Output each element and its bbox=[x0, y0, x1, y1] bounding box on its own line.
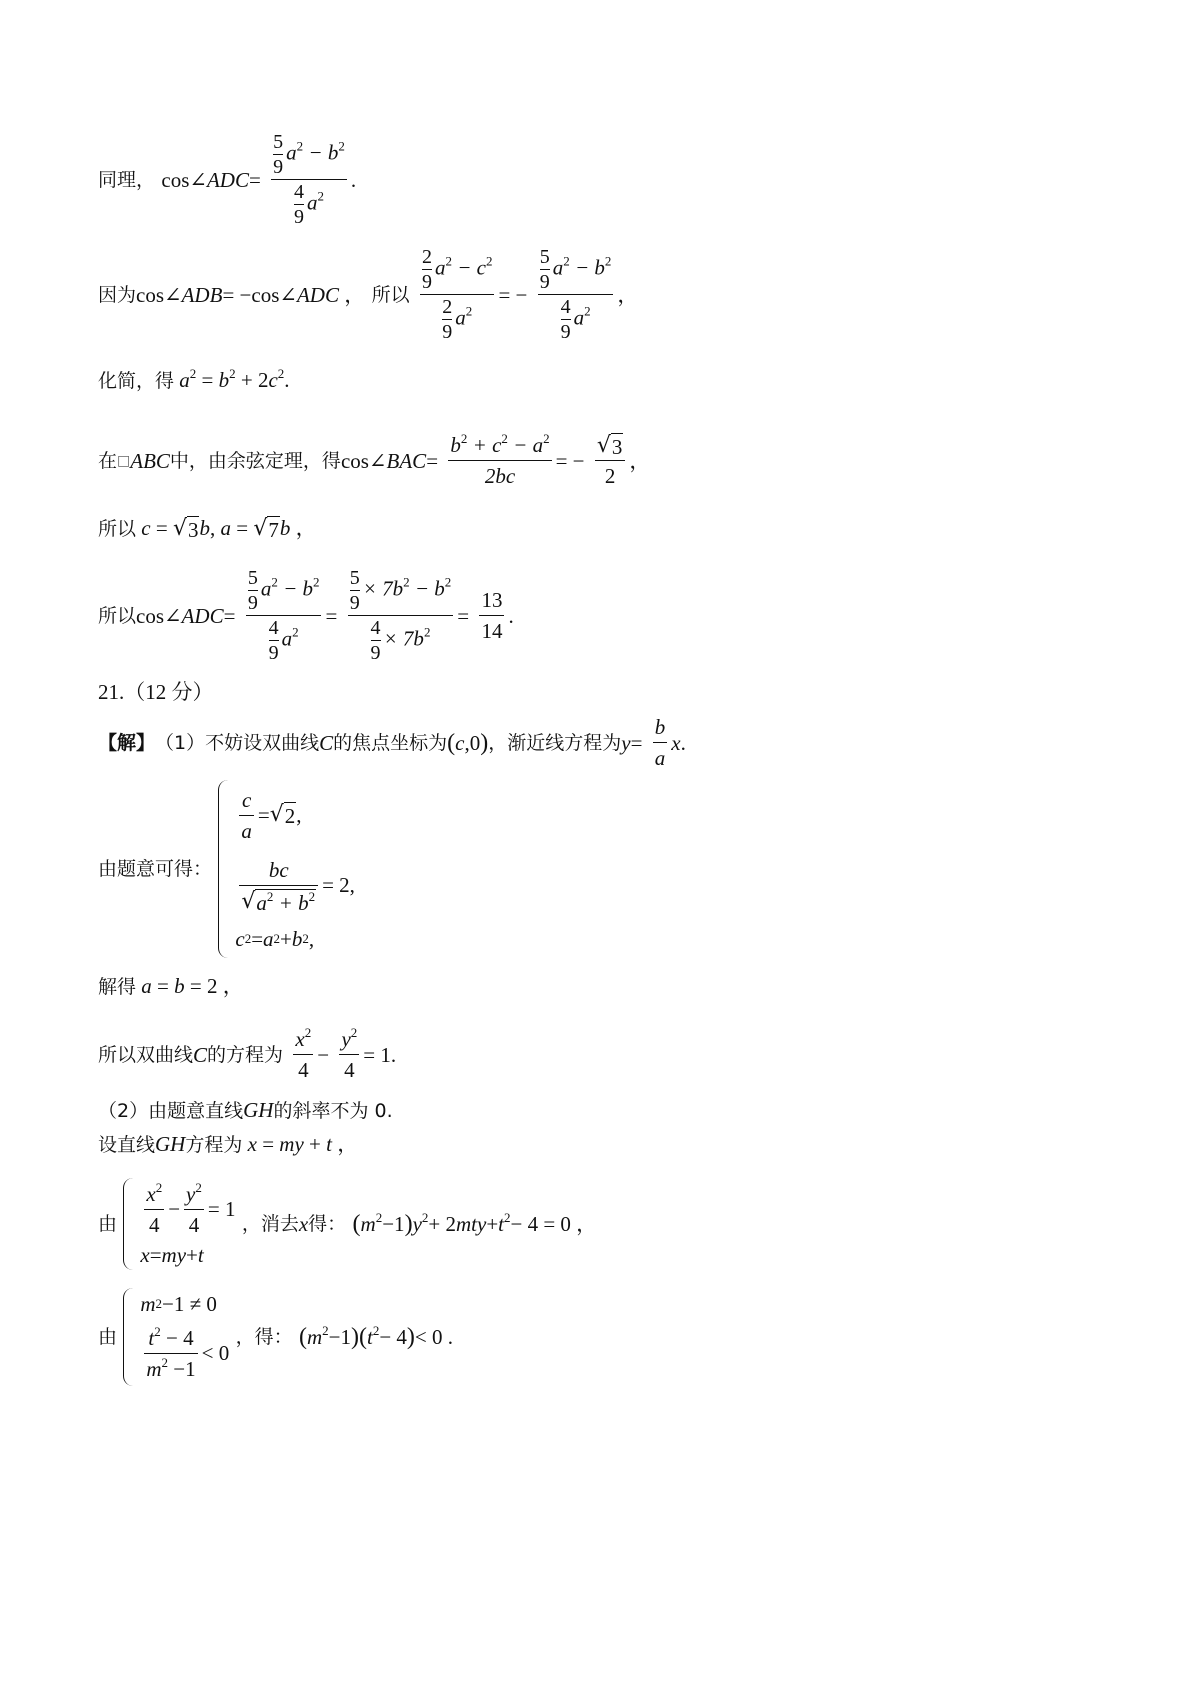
equation-system-1: $\frac{c}{a}$ = √ 2 , bc √ $a^2 + b^2$ = 2, c 2 = a 2 + b 2 , bbox=[218, 780, 355, 958]
line-c-and-a: 所以 c = √ 3 b, a = √ 7 b ， bbox=[98, 516, 317, 542]
line-solve: 解得 a = b = 2 ， bbox=[98, 974, 244, 998]
fraction-sqrt3-over-2: √ 3 2 bbox=[595, 430, 626, 491]
line-set-gh: 设直线GH方程为 x = my + t ， bbox=[98, 1132, 359, 1156]
line-simplify: 化简，得 $a^2 = b^2 + 2c^2$. bbox=[98, 366, 290, 392]
line-inequality: 由 m 2 −1 ≠ 0 $\frac{t^2 - 4}{m^2 -1}$ < 0 ，得： $(m^2-1)(t^2- 4)< 0$ . bbox=[98, 1288, 453, 1386]
fraction-cosine-law: $\frac{b^2 + c^2 - a^2}{2bc}$ bbox=[450, 431, 550, 488]
fraction-adb: $\frac{2}{9}$ $a^2 - c^2$ $\frac{2}{9}$ $a^2$ bbox=[421, 246, 493, 343]
line-same-reason: 同理， cos∠ADC= $\frac{5}{9}$ $a^2 - b^2$ $\frac{4}{9}$ $a^2$ . bbox=[98, 131, 357, 228]
question-21-title: 21.（12 分） bbox=[98, 680, 214, 704]
line-part1: 【解】（1）不妨设双曲线C的焦点坐标为(c,0)，渐近线方程为y= $\frac{b}{a}$ x. bbox=[98, 715, 686, 770]
text-same-reason: 同理， bbox=[98, 168, 156, 191]
line-because: 因为cos∠ADB= −cos∠ADC ， 所以 $\frac{2}{9}$ $a^2 - c^2$ $\frac{2}{9}$ $a^2$ = − $\frac{5}{9}$ $a^2 - b^2$ $\frac{4}{9}$ $a^2$ ， bbox=[98, 246, 639, 343]
line-cosine-law: 在□ABC中，由余弦定理，得cos∠BAC= $\frac{b^2 + c^2 - a^2}{2bc}$ = − √ 3 2 ， bbox=[98, 430, 650, 491]
fraction-cos-adc: $\frac{5}{9}$ $a^2 - b^2$ $\frac{4}{9}$ $a^2$ bbox=[273, 131, 345, 228]
line-system: 由题意可得： $\frac{c}{a}$ = √ 2 , bc √ $a^2 + b^2$ = 2, c 2 = a 2 + b 2 , bbox=[98, 780, 355, 958]
fraction-adc: $\frac{5}{9}$ $a^2 - b^2$ $\frac{4}{9}$ $a^2$ bbox=[539, 246, 612, 343]
equation-system-2: $\frac{x^2}{4}$ − $\frac{y^2}{4}$ = 1 x = my + t bbox=[123, 1178, 235, 1270]
equation-system-3: m 2 −1 ≠ 0 $\frac{t^2 - 4}{m^2 -1}$ < 0 bbox=[123, 1288, 229, 1386]
line-result-cos: 所以cos∠ADC= $\frac{5}{9}$ $a^2 - b^2$ $\frac{4}{9}$ $a^2$ = $\frac{5}{9}$ × $7b^2 - b^2$ $\frac{4}{9}$ × $7b^2$ = $\frac{13}{14}$ . bbox=[98, 567, 514, 664]
line-eliminate: 由 $\frac{x^2}{4}$ − $\frac{y^2}{4}$ = 1 x = my + t ，消去x得： $(m^2-1)y^2+ 2mty+t^2- 4 = 0$ ， bbox=[98, 1178, 597, 1270]
line-hyperbola-equation: 所以双曲线C的方程为 $\frac{x^2}{4}$ − $\frac{y^2}{4}$ = 1. bbox=[98, 1025, 397, 1082]
line-part2: （2）由题意直线GH的斜率不为 0. bbox=[98, 1098, 393, 1122]
